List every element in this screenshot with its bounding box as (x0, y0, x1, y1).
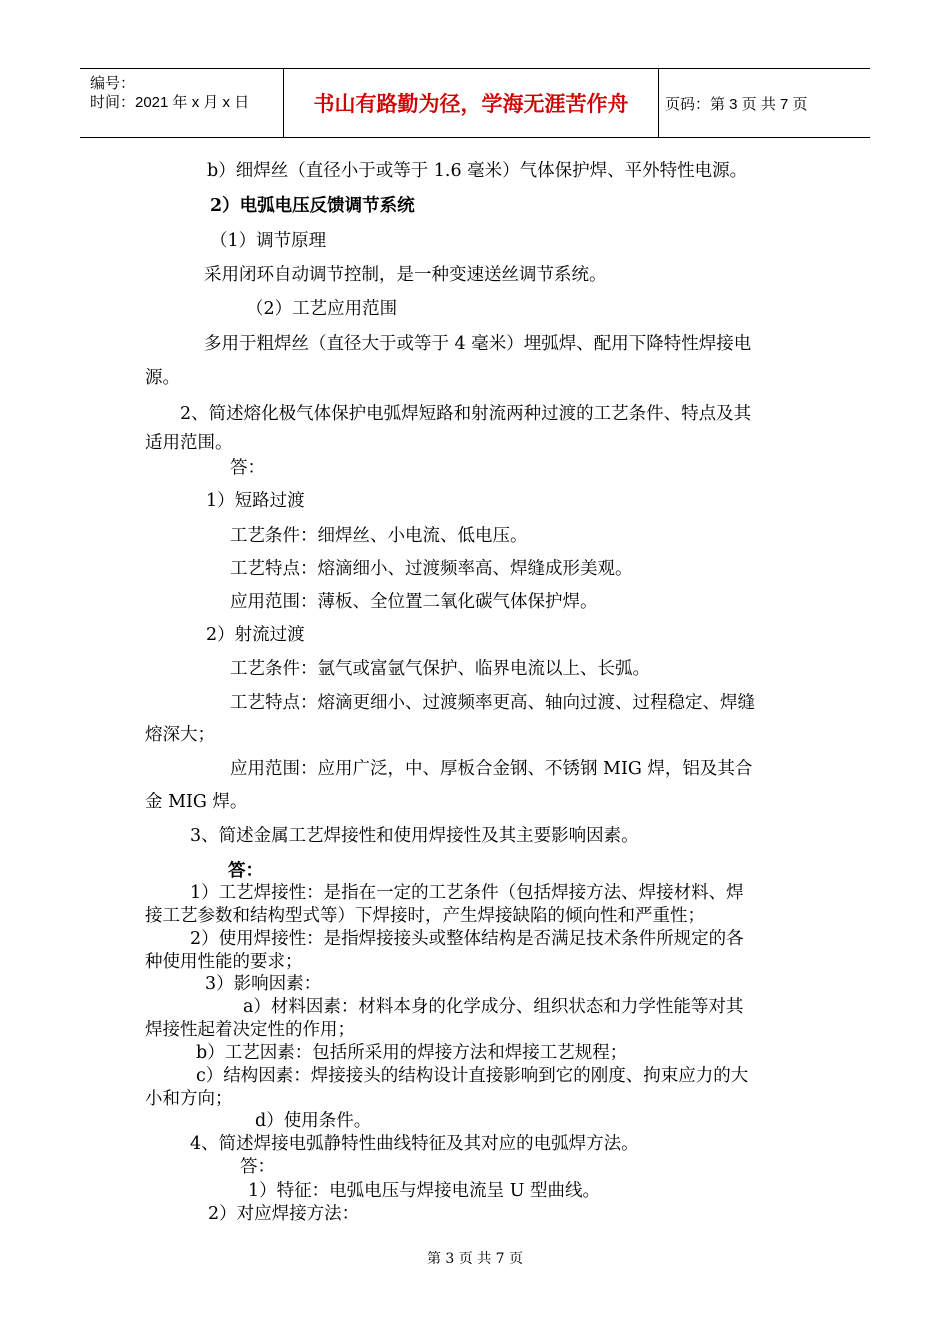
text-line: 接工艺参数和结构型式等）下焊接时，产生焊接缺陷的倾向性和严重性； (145, 906, 705, 926)
answer-label: 答： (230, 458, 265, 478)
text-line: 适用范围。 (145, 433, 233, 453)
text-line: a）材料因素：材料本身的化学成分、组织状态和力学性能等对其 (243, 997, 744, 1017)
text-line: 1）短路过渡 (206, 491, 305, 511)
text-line: 工艺特点：熔滴细小、过渡频率高、焊缝成形美观。 (230, 559, 633, 579)
text-line: b）细焊丝（直径小于或等于 1.6 毫米）气体保护焊、平外特性电源。 (207, 161, 748, 181)
text-line: 工艺条件：细焊丝、小电流、低电压。 (230, 526, 528, 546)
answer-label: 答： (228, 861, 263, 881)
page-footer: 第 3 页 共 7 页 (426, 1251, 524, 1267)
text-line: 焊接性起着决定性的作用； (145, 1020, 355, 1040)
text-line: 2）使用焊接性：是指焊接接头或整体结构是否满足技术条件所规定的各 (190, 929, 744, 949)
document-number-label: 编号： (90, 75, 136, 92)
text-line: 金 MIG 焊。 (145, 792, 248, 812)
text-line: 1）工艺焊接性：是指在一定的工艺条件（包括焊接方法、焊接材料、焊 (190, 883, 744, 903)
header-page-label: 页码：第 3 页 共 7 页 (665, 95, 808, 113)
text-line: c）结构因素：焊接接头的结构设计直接影响到它的刚度、拘束应力的大 (196, 1066, 749, 1086)
text-line: 应用范围：薄板、全位置二氧化碳气体保护焊。 (230, 592, 598, 612)
text-line: 种使用性能的要求； (145, 952, 303, 972)
text-line: 工艺条件：氩气或富氩气保护、临界电流以上、长弧。 (230, 659, 650, 679)
section-heading: 2）电弧电压反馈调节系统 (210, 196, 415, 216)
text-line: d）使用条件。 (255, 1111, 372, 1131)
header-meta-cell (80, 69, 283, 137)
text-line: 采用闭环自动调节控制，是一种变速送丝调节系统。 (204, 265, 607, 285)
text-line: 多用于粗焊丝（直径大于或等于 4 毫米）埋弧焊、配用下降特性焊接电 (204, 334, 752, 354)
text-line: 3）影响因素： (205, 974, 322, 994)
text-line: 源。 (145, 368, 180, 388)
question-heading: 3、简述金属工艺焊接性和使用焊接性及其主要影响因素。 (190, 826, 639, 846)
answer-label: 答： (240, 1157, 275, 1177)
document-header (80, 68, 870, 138)
text-line: b）工艺因素：包括所采用的焊接方法和焊接工艺规程； (196, 1043, 628, 1063)
text-line: 工艺特点：熔滴更细小、过渡频率更高、轴向过渡、过程稳定、焊缝 (230, 693, 755, 713)
text-line: 熔深大； (145, 725, 215, 745)
question-heading: 2、简述熔化极气体保护电弧焊短路和射流两种过渡的工艺条件、特点及其 (180, 404, 752, 424)
text-line: 小和方向； (145, 1089, 233, 1109)
text-line: （1）调节原理 (210, 231, 327, 251)
text-line: 2）对应焊接方法： (208, 1204, 360, 1224)
text-line: 应用范围：应用广泛，中、厚板合金钢、不锈钢 MIG 焊，铝及其合 (230, 759, 753, 779)
document-date-label: 时间：2021 年 x 月 x 日 (90, 94, 250, 111)
header-motto: 书山有路勤为径，学海无涯苦作舟 (283, 69, 659, 137)
text-line: 2）射流过渡 (206, 625, 305, 645)
question-heading: 4、简述焊接电弧静特性曲线特征及其对应的电弧焊方法。 (190, 1134, 639, 1154)
text-line: （2）工艺应用范围 (246, 299, 398, 319)
text-line: 1）特征：电弧电压与焊接电流呈 U 型曲线。 (248, 1181, 601, 1201)
